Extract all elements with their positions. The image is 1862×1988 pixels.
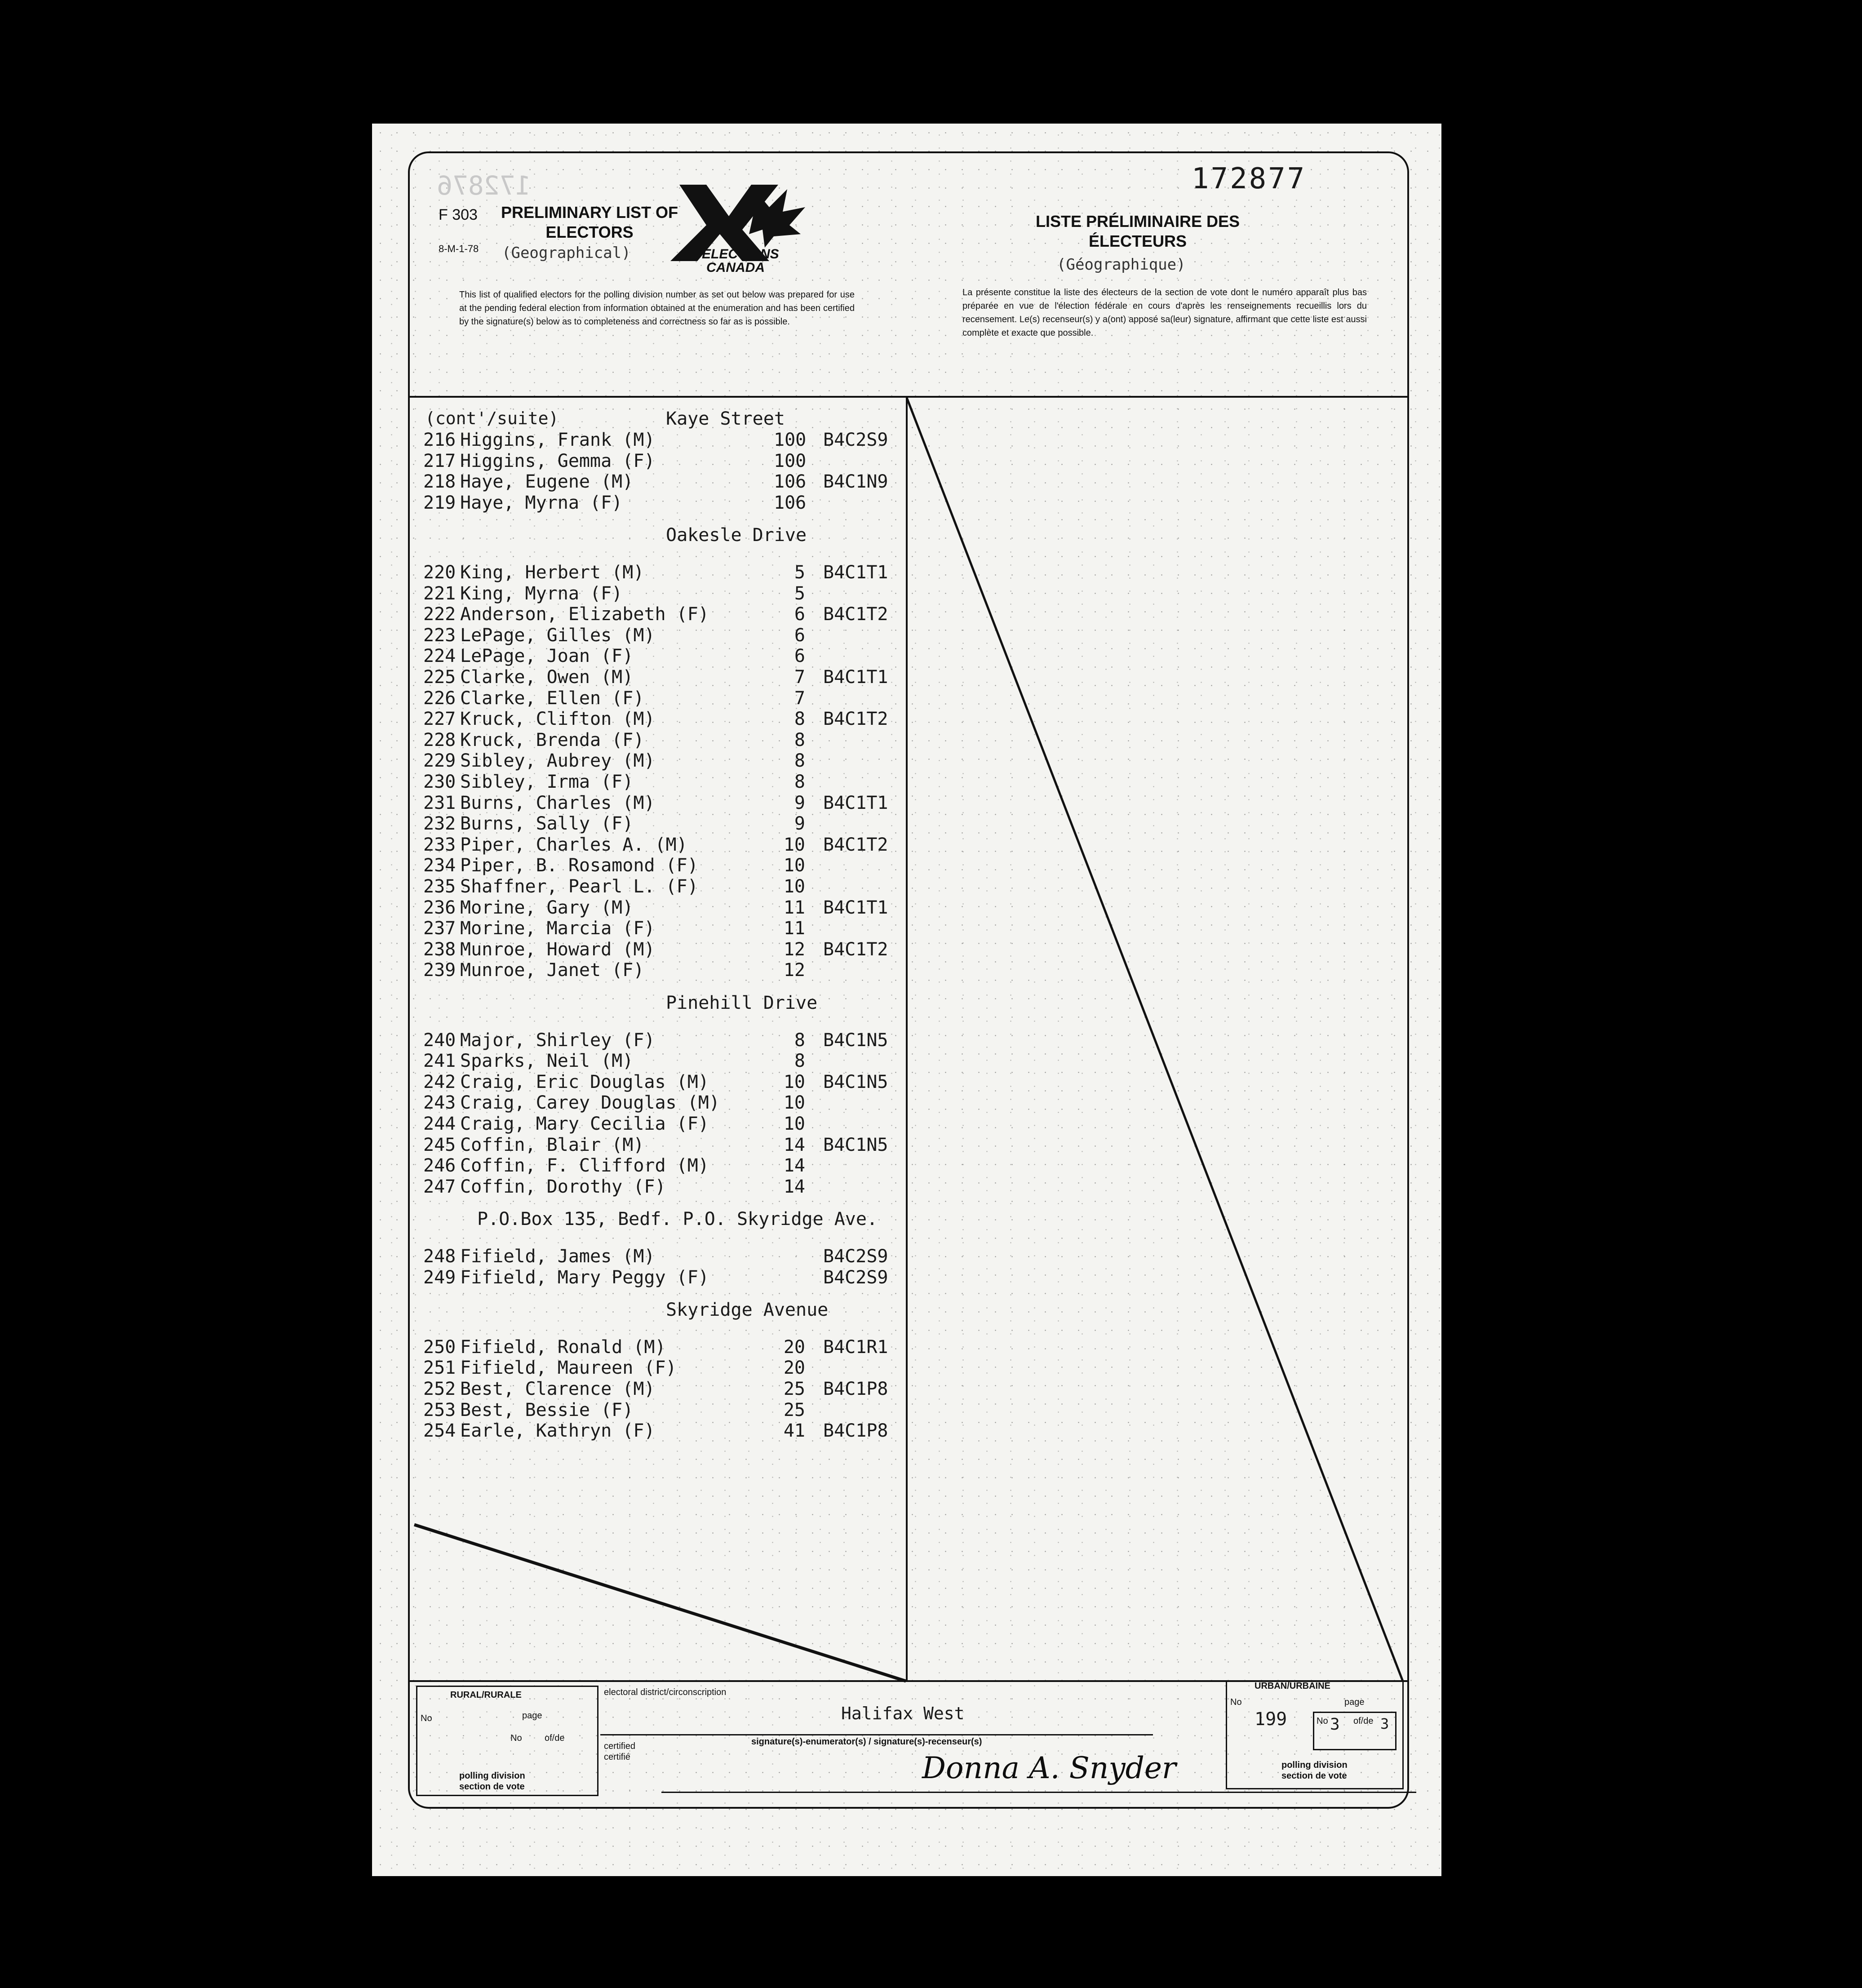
house-number: 6: [794, 646, 805, 667]
house-number: 20: [783, 1336, 805, 1358]
house-number: 10: [783, 1071, 805, 1092]
elector-name: Best, Bessie (F): [460, 1399, 634, 1420]
continued-label: (cont'/suite): [425, 408, 559, 428]
cancel-strokes: [410, 153, 1407, 1807]
elector-number: 224: [423, 646, 456, 667]
elector-number: 232: [423, 813, 456, 834]
house-number: 6: [794, 625, 805, 646]
house-number: 25: [783, 1379, 805, 1399]
house-number: 8: [794, 709, 805, 730]
elector-name: Anderson, Elizabeth (F): [460, 604, 709, 625]
certifie-label: certifié: [604, 1752, 630, 1762]
elector-number: 217: [423, 450, 456, 471]
postal-code: B4C1T1: [823, 792, 888, 813]
house-number: 10: [783, 1114, 805, 1134]
house-number: 11: [783, 897, 805, 918]
elector-name: Fifield, Maureen (F): [460, 1358, 677, 1379]
signature-2: Donna A. Snyder: [922, 1751, 1176, 1785]
urban-page-no-label: No: [1317, 1716, 1328, 1726]
postal-code: B4C1P8: [823, 1420, 888, 1442]
house-number: 14: [783, 1134, 805, 1155]
elector-number: 218: [423, 471, 456, 493]
urban-no-label: No: [1230, 1697, 1242, 1707]
elector-name: Clarke, Owen (M): [460, 667, 634, 688]
house-number: 100: [774, 430, 807, 450]
house-number: 9: [794, 792, 805, 813]
district-value: Halifax West: [841, 1704, 965, 1723]
postal-code: B4C1R1: [823, 1336, 888, 1358]
street-heading: P.O.Box 135, Bedf. P.O. Skyridge Ave.: [477, 1209, 878, 1230]
elector-name: Sibley, Aubrey (M): [460, 750, 655, 772]
elector-number: 245: [423, 1134, 456, 1155]
elector-name: LePage, Gilles (M): [460, 625, 655, 646]
street-heading: Kaye Street: [666, 408, 785, 429]
elector-name: Kruck, Brenda (F): [460, 729, 644, 750]
rural-section-de-vote-label: section de vote: [459, 1782, 525, 1792]
elector-name: Clarke, Ellen (F): [460, 688, 644, 709]
house-number: 41: [783, 1420, 805, 1442]
rural-page-label: page: [522, 1711, 542, 1721]
elector-number: 240: [423, 1030, 456, 1051]
note-fr: La présente constitue la liste des électeurs de la section de vote dont le numéro apparaît plus bas préparée en vue de l'élection fédérale en cours d'après les renseignements recueillis lors du recensement. Le(s) recenseur(s) y a(ont) apposé sa(leur) signature, affirmant que cette liste est aussi complète et exacte que possible.: [962, 288, 1367, 338]
house-number: 12: [783, 960, 805, 981]
form-frame: [408, 151, 1409, 1809]
faded-serial-number: 172876: [437, 170, 531, 201]
elector-name: Sibley, Irma (F): [460, 772, 634, 792]
rural-page-no-label: No: [510, 1733, 522, 1743]
elector-number: 247: [423, 1176, 456, 1197]
rural-polling-division-label: polling division: [459, 1771, 525, 1781]
elector-number: 222: [423, 604, 456, 625]
postal-code: B4C1T1: [823, 562, 888, 583]
elector-number: 249: [423, 1267, 456, 1288]
postal-code: B4C1T2: [823, 604, 888, 625]
postal-code: B4C1T1: [823, 667, 888, 688]
form-number: F 303: [439, 206, 478, 223]
elector-number: 244: [423, 1114, 456, 1134]
postal-code: B4C1N5: [823, 1030, 888, 1051]
elector-number: 242: [423, 1071, 456, 1092]
elector-name: Burns, Sally (F): [460, 813, 634, 834]
postal-code: B4C1T1: [823, 897, 888, 918]
elector-number: 248: [423, 1246, 456, 1267]
postal-code: B4C1N9: [823, 471, 888, 493]
elector-number: 233: [423, 834, 456, 855]
elector-number: 237: [423, 918, 456, 939]
street-heading: Skyridge Avenue: [666, 1300, 829, 1321]
elector-number: 241: [423, 1051, 456, 1072]
urban-polling-no: 199: [1255, 1709, 1287, 1730]
house-number: 12: [783, 939, 805, 960]
elector-name: Fifield, James (M): [460, 1246, 655, 1267]
house-number: 20: [783, 1358, 805, 1379]
elector-name: Haye, Myrna (F): [460, 492, 623, 513]
elector-name: Sparks, Neil (M): [460, 1051, 634, 1072]
logo-text: ELECTIONS CANADA: [702, 247, 779, 275]
street-heading: Oakesle Drive: [666, 525, 807, 546]
house-number: 10: [783, 834, 805, 855]
elector-number: 225: [423, 667, 456, 688]
house-number: 100: [774, 450, 807, 471]
postal-code: B4C2S9: [823, 1246, 888, 1267]
elector-name: Coffin, Blair (M): [460, 1134, 644, 1155]
elector-name: Kruck, Clifton (M): [460, 709, 655, 730]
urban-page-label: page: [1344, 1697, 1365, 1707]
elector-number: 221: [423, 583, 456, 604]
elector-name: Major, Shirley (F): [460, 1030, 655, 1051]
elector-number: 231: [423, 792, 456, 813]
house-number: 7: [794, 688, 805, 709]
house-number: 11: [783, 918, 805, 939]
house-number: 8: [794, 1051, 805, 1072]
postal-code: B4C1P8: [823, 1379, 888, 1399]
elector-number: 246: [423, 1155, 456, 1176]
elector-number: 250: [423, 1336, 456, 1358]
elector-number: 216: [423, 430, 456, 450]
elector-name: LePage, Joan (F): [460, 646, 634, 667]
elector-name: Craig, Mary Cecilia (F): [460, 1114, 709, 1134]
postal-code: B4C1N5: [823, 1071, 888, 1092]
street-heading: Pinehill Drive: [666, 993, 818, 1013]
cancel-stroke-left: [414, 1525, 906, 1681]
elector-name: Piper, Charles A. (M): [460, 834, 687, 855]
postal-code: B4C2S9: [823, 1267, 888, 1288]
elector-name: Higgins, Gemma (F): [460, 450, 655, 471]
postal-code: B4C2S9: [823, 430, 888, 450]
elector-name: King, Herbert (M): [460, 562, 644, 583]
house-number: 5: [794, 562, 805, 583]
signature-underline: [661, 1792, 1416, 1793]
elector-number: 239: [423, 960, 456, 981]
elector-number: 243: [423, 1092, 456, 1114]
elector-name: Morine, Gary (M): [460, 897, 634, 918]
urban-label: URBAN/URBAINE: [1255, 1681, 1330, 1691]
house-number: 8: [794, 729, 805, 750]
serial-number: 172877: [1192, 162, 1307, 195]
elector-name: Earle, Kathryn (F): [460, 1420, 655, 1442]
elector-name: Piper, B. Rosamond (F): [460, 855, 698, 876]
subtitle-en: (Geographical): [502, 244, 631, 262]
elector-name: Coffin, F. Clifford (M): [460, 1155, 709, 1176]
elector-name: King, Myrna (F): [460, 583, 623, 604]
elector-name: Coffin, Dorothy (F): [460, 1176, 666, 1197]
house-number: 10: [783, 1092, 805, 1114]
elector-name: Haye, Eugene (M): [460, 471, 634, 493]
elector-number: 228: [423, 729, 456, 750]
elector-name: Best, Clarence (M): [460, 1379, 655, 1399]
urban-section-de-vote-label: section de vote: [1281, 1771, 1347, 1781]
urban-of-label: of/de: [1353, 1716, 1374, 1726]
elector-name: Shaffner, Pearl L. (F): [460, 876, 698, 897]
elector-number: 234: [423, 855, 456, 876]
postal-code: B4C1T2: [823, 709, 888, 730]
elector-number: 235: [423, 876, 456, 897]
postal-code: B4C1T2: [823, 834, 888, 855]
elector-number: 238: [423, 939, 456, 960]
house-number: 6: [794, 604, 805, 625]
elector-number: 253: [423, 1399, 456, 1420]
elector-number: 229: [423, 750, 456, 772]
signature-label: signature(s)-enumerator(s) / signature(s)-recenseur(s): [751, 1737, 982, 1747]
rural-no-label: No: [421, 1713, 432, 1723]
document-page: [372, 124, 1441, 1876]
title-en: PRELIMINARY LIST OF ELECTORS: [501, 203, 678, 241]
elector-name: Craig, Eric Douglas (M): [460, 1071, 709, 1092]
urban-page-of: 3: [1380, 1715, 1389, 1732]
elector-name: Morine, Marcia (F): [460, 918, 655, 939]
elector-number: 251: [423, 1358, 456, 1379]
postal-code: B4C1N5: [823, 1134, 888, 1155]
cancel-stroke-right: [907, 398, 1403, 1681]
rural-label: RURAL/RURALE: [450, 1690, 522, 1700]
urban-page-no: 3: [1330, 1715, 1340, 1734]
elector-name: Higgins, Frank (M): [460, 430, 655, 450]
house-number: 106: [774, 471, 807, 493]
district-label: electoral district/circonscription: [604, 1687, 727, 1697]
subtitle-fr: (Géographique): [1057, 256, 1186, 274]
elector-number: 223: [423, 625, 456, 646]
district-underline: [600, 1734, 1153, 1735]
house-number: 9: [794, 813, 805, 834]
certified-label: certified: [604, 1741, 636, 1751]
title-fr: LISTE PRÉLIMINAIRE DES ÉLECTEURS: [1035, 212, 1240, 250]
elector-number: 252: [423, 1379, 456, 1399]
house-number: 8: [794, 1030, 805, 1051]
elector-number: 236: [423, 897, 456, 918]
elector-name: Fifield, Mary Peggy (F): [460, 1267, 709, 1288]
elector-number: 220: [423, 562, 456, 583]
elector-number: 230: [423, 772, 456, 792]
elector-name: Munroe, Howard (M): [460, 939, 655, 960]
house-number: 14: [783, 1155, 805, 1176]
elector-number: 254: [423, 1420, 456, 1442]
house-number: 10: [783, 876, 805, 897]
elector-name: Fifield, Ronald (M): [460, 1336, 666, 1358]
form-date: 8-M-1-78: [439, 243, 479, 254]
rural-of-label: of/de: [545, 1733, 565, 1743]
elector-name: Craig, Carey Douglas (M): [460, 1092, 720, 1114]
house-number: 14: [783, 1176, 805, 1197]
house-number: 10: [783, 855, 805, 876]
elector-number: 227: [423, 709, 456, 730]
note-en: This list of qualified electors for the polling division number as set out below was prepared for use at the pending federal election from information obtained at the enumeration and has been certified by the signature(s) below as to completeness and correctness so far as is possible.: [459, 290, 855, 327]
house-number: 8: [794, 772, 805, 792]
house-number: 25: [783, 1399, 805, 1420]
house-number: 106: [774, 492, 807, 513]
house-number: 7: [794, 667, 805, 688]
house-number: 5: [794, 583, 805, 604]
elector-name: Munroe, Janet (F): [460, 960, 644, 981]
house-number: 8: [794, 750, 805, 772]
urban-polling-division-label: polling division: [1281, 1760, 1348, 1770]
postal-code: B4C1T2: [823, 939, 888, 960]
elector-number: 226: [423, 688, 456, 709]
elector-number: 219: [423, 492, 456, 513]
elector-name: Burns, Charles (M): [460, 792, 655, 813]
